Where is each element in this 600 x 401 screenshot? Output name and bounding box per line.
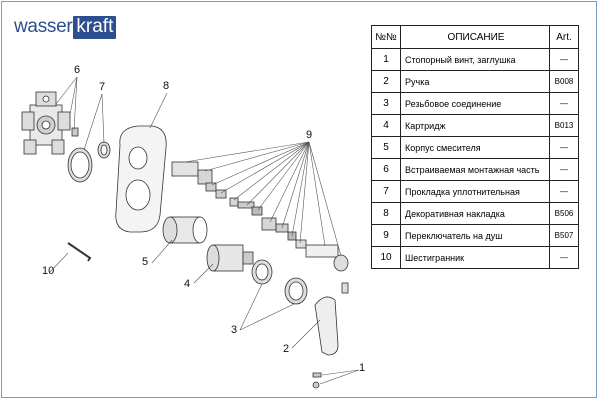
part-5-housing [163, 217, 207, 243]
row-num: 10 [372, 247, 401, 269]
part-3-threaded-connection [252, 260, 307, 304]
row-art: — [550, 137, 579, 159]
row-art: — [550, 49, 579, 71]
parts-table [371, 25, 579, 269]
callout-10: 10 [42, 265, 55, 277]
callout-5: 5 [142, 256, 149, 268]
callout-6: 6 [74, 64, 81, 76]
row-description: Переключатель на душ [401, 225, 550, 247]
row-art: B507 [550, 225, 579, 247]
row-art: B013 [550, 115, 579, 137]
table-row [372, 115, 579, 137]
row-description: Прокладка уплотнительная [401, 181, 550, 203]
row-num: 7 [372, 181, 401, 203]
part-10-hex-key [68, 243, 90, 261]
table-row [372, 93, 579, 115]
logo-text-wasser: wasser [14, 16, 73, 37]
header-description: ОПИСАНИЕ [401, 26, 550, 49]
header-art: Art. [550, 26, 579, 49]
part-4-cartridge [207, 245, 253, 271]
table-row [372, 203, 579, 225]
row-art: — [550, 159, 579, 181]
callout-4: 4 [184, 278, 191, 290]
table-header-row [372, 26, 579, 49]
table-row [372, 71, 579, 93]
row-description: Декоративная накладка [401, 203, 550, 225]
table-row [372, 225, 579, 247]
row-description: Резьбовое соединение [401, 93, 550, 115]
row-description: Картридж [401, 115, 550, 137]
row-num: 8 [372, 203, 401, 225]
row-num: 4 [372, 115, 401, 137]
row-num: 9 [372, 225, 401, 247]
header-num: №№ [372, 26, 401, 49]
row-art: — [550, 181, 579, 203]
row-art: — [550, 247, 579, 269]
part-8-decorative-plate [116, 126, 166, 232]
row-num: 2 [372, 71, 401, 93]
part-1-set-screw [313, 373, 321, 388]
row-art: B008 [550, 71, 579, 93]
row-num: 3 [372, 93, 401, 115]
row-art: — [550, 93, 579, 115]
callout-9: 9 [306, 129, 313, 141]
callout-1: 1 [359, 362, 366, 374]
callout-2: 2 [283, 343, 290, 355]
row-description: Корпус смесителя [401, 137, 550, 159]
callout-3: 3 [231, 324, 238, 336]
row-description: Ручка [401, 71, 550, 93]
part-2-handle [315, 297, 338, 355]
row-num: 1 [372, 49, 401, 71]
row-art: B506 [550, 203, 579, 225]
row-num: 6 [372, 159, 401, 181]
row-description: Шестигранник [401, 247, 550, 269]
part-7-seal-ring [68, 142, 110, 182]
table-row [372, 49, 579, 71]
table-row [372, 247, 579, 269]
table-row [372, 159, 579, 181]
table-row [372, 137, 579, 159]
callout-7: 7 [99, 81, 106, 93]
row-description: Встраиваемая монтажная часть [401, 159, 550, 181]
callout-8: 8 [163, 80, 170, 92]
row-num: 5 [372, 137, 401, 159]
table-row [372, 181, 579, 203]
part-6-mounting-body [22, 92, 78, 154]
row-description: Стопорный винт, заглушка [401, 49, 550, 71]
logo-text-kraft: kraft [73, 16, 116, 39]
